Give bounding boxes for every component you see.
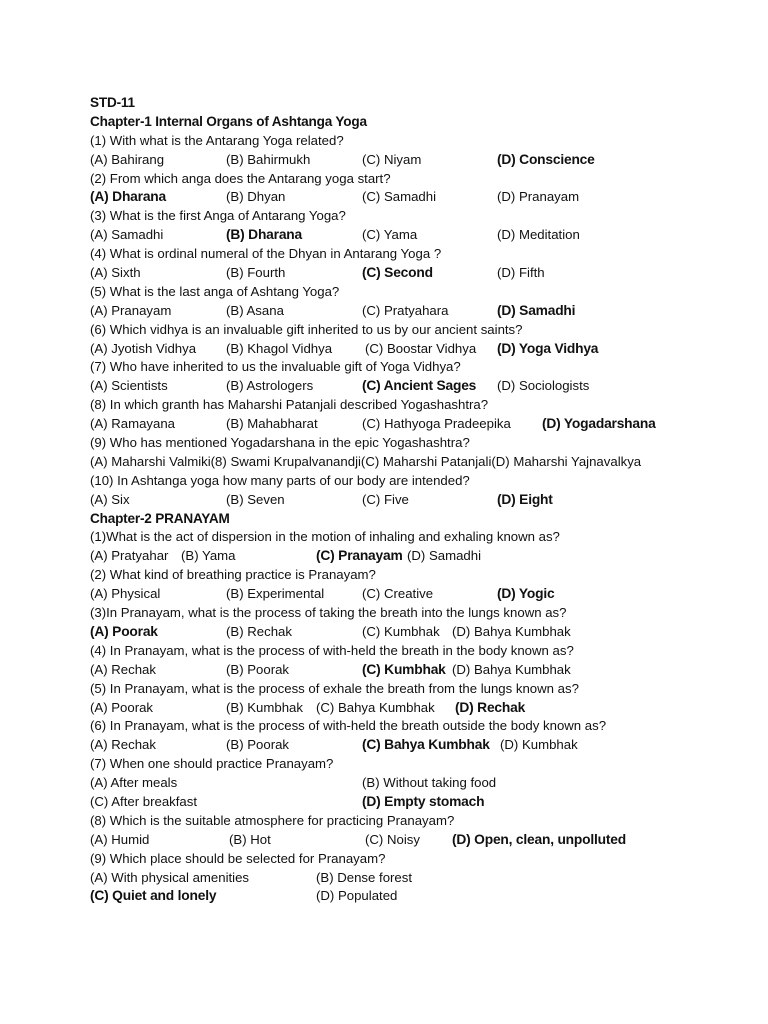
option-c: (C) Niyam [362,151,422,167]
chapter-2-title: Chapter-2 PRANAYAM [90,510,230,526]
option-b: (B) Kumbhak [226,699,303,715]
option-b: (B) Dense forest [316,869,413,885]
correct-option: (C) Pranayam [316,548,403,564]
options-row: (A) Maharshi Valmiki(8) Swami Krupalvanandji(C) Maharshi Patanjali(D) Maharshi Yajnavalkya [90,453,642,469]
question-text: (8) In which granth has Maharshi Patanjali described Yogashashtra? [90,397,489,413]
option-c: (C) Kumbhak [362,623,440,639]
correct-option: (C) Ancient Sages [362,378,477,394]
options-row [90,491,730,510]
option-b: (B) Seven [226,491,285,507]
option-b: (B) Rechak [226,623,292,639]
options-row [90,302,730,321]
question-text: (10) In Ashtanga yoga how many parts of our body are intended? [90,472,470,488]
document-page [90,94,730,906]
correct-option: (D) Yogic [497,586,555,602]
option-d: (D) Meditation [497,227,580,243]
options-row [90,887,730,906]
option-d: (D) Fifth [497,265,545,281]
question-text: (4) In Pranayam, what is the process of with-held the breath in the body known as? [90,642,574,658]
question-text: (1) With what is the Antarang Yoga related? [90,132,344,148]
option-d: (D) Pranayam [497,189,580,205]
option-c: (C) Samadhi [362,189,437,205]
options-row [90,774,730,793]
option-b: (B) Hot [229,831,271,847]
question-text: (4) What is ordinal numeral of the Dhyan in Antarang Yoga ? [90,246,442,262]
option-a: (A) Sixth [90,265,141,281]
option-a: (A) Humid [90,831,150,847]
option-b: (B) Fourth [226,265,286,281]
option-b: (B) Yama [181,548,236,564]
option-a: (A) Poorak [90,699,154,715]
question-text: (5) What is the last anga of Ashtang Yoga? [90,283,340,299]
option-a: (A) With physical amenities [90,869,250,885]
option-a: (A) Six [90,491,130,507]
correct-option: (D) Eight [497,491,553,507]
correct-option: (A) Dharana [90,189,166,205]
options-row [90,869,730,888]
option-a: (A) After meals [90,775,178,791]
correct-option: (C) Quiet and lonely [90,888,217,904]
option-d: (D) Bahya Kumbhak [452,661,571,677]
question-text: (3) What is the first Anga of Antarang Yoga? [90,208,346,224]
options-row [90,340,730,359]
options-row [90,585,730,604]
options-row [90,226,730,245]
options-row [90,151,730,170]
option-b: (B) Without taking food [362,775,497,791]
option-a: (A) Jyotish Vidhya [90,340,197,356]
question-text: (9) Which place should be selected for Pranayam? [90,850,386,866]
question-text: (6) In Pranayam, what is the process of with-held the breath outside the body known as? [90,718,607,734]
option-c: (C) Creative [362,586,434,602]
option-d: (D) Bahya Kumbhak [452,623,571,639]
options-row [90,661,730,680]
option-a: (A) Rechak [90,661,156,677]
correct-option: (D) Open, clean, unpolluted [452,831,626,847]
options-row [90,736,730,755]
option-c: (C) Yama [362,227,418,243]
option-d: (D) Populated [316,888,398,904]
option-c: (C) Pratyahara [362,302,449,318]
question-text: (7) When one should practice Pranayam? [90,756,334,772]
standard-heading: STD-11 [90,95,135,110]
options-row [90,793,730,812]
correct-option: (D) Samadhi [497,302,576,318]
option-c: (C) After breakfast [90,793,197,809]
option-c: (C) Boostar Vidhya [365,340,477,356]
option-b: (B) Poorak [226,737,290,753]
options-row [90,623,730,642]
option-c: (C) Bahya Kumbhak [316,699,435,715]
option-a: (A) Pranayam [90,302,172,318]
option-a: (A) Pratyahar [90,548,169,564]
option-b: (B) Dhyan [226,189,286,205]
option-b: (B) Asana [226,302,284,318]
options-row [90,264,730,283]
correct-option: (D) Yogadarshana [542,416,656,432]
option-a: (A) Rechak [90,737,156,753]
correct-option: (B) Dharana [226,227,302,243]
option-b: (B) Khagol Vidhya [226,340,333,356]
options-row [90,415,730,434]
correct-option: (C) Bahya Kumbhak [362,737,490,753]
correct-option: (D) Rechak [455,699,526,715]
options-row [90,547,730,566]
option-a: (A) Samadhi [90,227,164,243]
chapter-1-title: Chapter-1 Internal Organs of Ashtanga Yoga [90,113,367,129]
question-text: (9) Who has mentioned Yogadarshana in the epic Yogashashtra? [90,435,470,451]
correct-option: (C) Second [362,265,433,281]
options-row [90,377,730,396]
correct-option: (D) Yoga Vidhya [497,340,599,356]
question-text: (7) Who have inherited to us the invaluable gift of Yoga Vidhya? [90,359,461,375]
correct-option: (A) Poorak [90,623,158,639]
option-a: (A) Bahirang [90,151,165,167]
correct-option: (D) Empty stomach [362,793,485,809]
option-d: (D) Sociologists [497,378,590,394]
correct-option: (C) Kumbhak [362,661,446,677]
option-a: (A) Physical [90,586,161,602]
question-text: (5) In Pranayam, what is the process of exhale the breath from the lungs known as? [90,680,579,696]
correct-option: (D) Conscience [497,151,595,167]
option-c: (C) Noisy [365,831,420,847]
option-b: (B) Bahirmukh [226,151,311,167]
option-d: (D) Kumbhak [500,737,578,753]
options-row [90,831,730,850]
option-c: (C) Five [362,491,409,507]
option-b: (B) Mahabharat [226,416,318,432]
option-a: (A) Scientists [90,378,168,394]
options-row [90,699,730,718]
option-a: (A) Ramayana [90,416,176,432]
option-b: (B) Astrologers [226,378,314,394]
question-text: (2) From which anga does the Antarang yoga start? [90,170,391,186]
question-text: (8) Which is the suitable atmosphere for practicing Pranayam? [90,812,455,828]
question-text: (1)What is the act of dispersion in the motion of inhaling and exhaling known as? [90,529,560,545]
option-b: (B) Experimental [226,586,325,602]
option-c: (C) Hathyoga Pradeepika [362,416,511,432]
question-text: (2) What kind of breathing practice is Pranayam? [90,567,376,583]
options-row [90,188,730,207]
option-b: (B) Poorak [226,661,290,677]
option-d: (D) Samadhi [407,548,482,564]
question-text: (3)In Pranayam, what is the process of taking the breath into the lungs known as? [90,605,567,621]
question-text: (6) Which vidhya is an invaluable gift inherited to us by our ancient saints? [90,321,523,337]
